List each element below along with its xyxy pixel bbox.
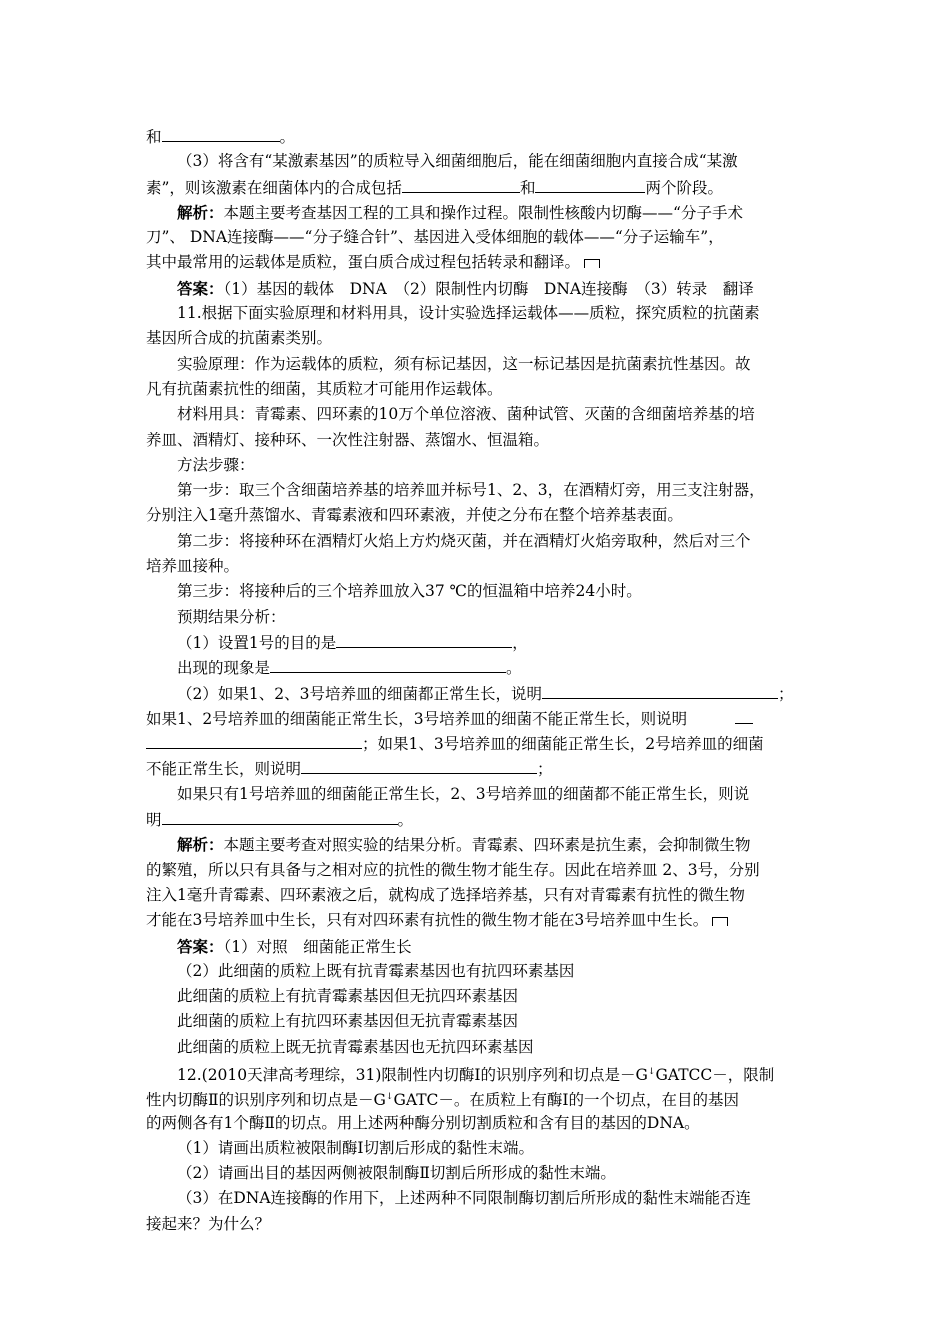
editor-mark: [584, 259, 600, 268]
text-line: 材料用具：青霉素、四环素的10万个单位溶液、菌种试管、灭菌的含细菌培养基的培: [177, 405, 755, 424]
text-line: 的繁殖，所以只有具备与之相对应的抗性的微生物才能生存。因此在培养皿 2、3号，分别: [146, 860, 760, 879]
text-line: 实验原理：作为运载体的质粒，须有标记基因，这一标记基因是抗菌素抗性基因。故: [177, 354, 751, 373]
text-line: 出现的现象是 。: [146, 655, 810, 680]
answer-blank: [542, 681, 778, 699]
text-line: 素”，则该激素在细菌体内的合成包括 和 两个阶段。: [146, 175, 810, 200]
answer-blank: [535, 175, 645, 193]
text-line: 此细菌的质粒上有抗四环素基因但无抗青霉素基因: [177, 1012, 519, 1031]
text-line: 第二步：将接种环在酒精灯火焰上方灼烧灭菌，并在酒精灯火焰旁取种，然后对三个: [177, 531, 751, 550]
cut-site-mark: ↓: [647, 1066, 656, 1077]
answer-blank: [735, 706, 753, 724]
text-line: （2）请画出目的基因两侧被限制酶Ⅱ切割后所形成的黏性末端。: [177, 1164, 616, 1183]
answer-blank: [336, 630, 512, 648]
document-page: [146, 118, 810, 1237]
text-line: 培养皿接种。: [146, 557, 240, 576]
text-line: （3）将含有“某激素基因”的质粒导入细菌细胞后，能在细菌细胞内直接合成“某激: [177, 152, 738, 171]
text-line: 性内切酶Ⅱ的识别序列和切点是－G↓GATC－。在质粒上有酶Ⅰ的一个切点，在目的基因: [146, 1091, 740, 1110]
text-line: ；如果1、3号培养皿的细菌能正常生长，2号培养皿的细菌: [146, 731, 810, 756]
text-line: 如果1、2号培养皿的细菌能正常生长，3号培养皿的细菌不能正常生长，则说明: [146, 706, 810, 731]
text-line: 此细菌的质粒上既无抗青霉素基因也无抗四环素基因: [177, 1037, 534, 1056]
text-line: 凡有抗菌素抗性的细菌，其质粒才可能用作运载体。: [146, 379, 503, 398]
answer-line: 答案：（1）基因的载体 DNA （2）限制性内切酶 DNA连接酶 （3）转录 翻译: [177, 278, 754, 298]
analysis-line: 解析：本题主要考查基因工程的工具和操作过程。限制性核酸内切酶——“分子手术: [177, 202, 743, 222]
text-line: 接起来？为什么？: [146, 1214, 271, 1233]
text-line: （2）如果1、2、3号培养皿的细菌都正常生长，说明 ；: [146, 681, 810, 706]
editor-mark: [712, 917, 728, 926]
text-line: 此细菌的质粒上有抗青霉素基因但无抗四环素基因: [177, 987, 519, 1006]
cut-site-mark: ↓: [385, 1092, 394, 1103]
answer-blank: [270, 655, 506, 673]
text-line: 如果只有1号培养皿的细菌能正常生长，2、3号培养皿的细菌都不能正常生长，则说: [177, 784, 750, 803]
text-line: 预期结果分析：: [177, 607, 286, 626]
answer-blank: [146, 731, 362, 749]
text-line: 养皿、酒精灯、接种环、一次性注射器、蒸馏水、恒温箱。: [146, 430, 550, 449]
answer-line: 答案：（1）对照 细菌能正常生长: [177, 936, 412, 956]
text-line: 明 。: [146, 807, 810, 832]
text-line: 和 。: [146, 124, 810, 149]
answer-blank: [402, 175, 520, 193]
question-line: 12.(2010天津高考理综，31)限制性内切酶Ⅰ的识别序列和切点是－G↓GATCC－，限制: [177, 1066, 775, 1085]
question-line: 11.根据下面实验原理和材料用具，设计实验选择运载体——质粒，探究质粒的抗菌素: [177, 304, 760, 323]
answer-blank: [162, 124, 280, 142]
text-line: 基因所合成的抗菌素类别。: [146, 329, 333, 348]
text-line: （2）此细菌的质粒上既有抗青霉素基因也有抗四环素基因: [177, 961, 575, 980]
analysis-line: 解析：本题主要考查对照实验的结果分析。青霉素、四环素是抗生素，会抑制微生物: [177, 835, 751, 855]
text-line: （1）请画出质粒被限制酶Ⅰ切割后形成的黏性末端。: [177, 1138, 534, 1157]
text-line: 第一步：取三个含细菌培养基的培养皿并标号1、2、3，在酒精灯旁，用三支注射器，: [177, 481, 765, 500]
answer-blank: [162, 807, 398, 825]
text-line: （1）设置1号的目的是 ，: [146, 630, 810, 655]
text-line: 刀”、 DNA连接酶——“分子缝合针”、基因进入受体细胞的载体——“分子运输车”，: [146, 228, 724, 247]
text-line: 其中最常用的运载体是质粒，蛋白质合成过程包括转录和翻译。: [146, 250, 810, 275]
text-line: （3）在DNA连接酶的作用下，上述两种不同限制酶切割后所形成的黏性末端能否连: [177, 1189, 752, 1208]
text-line: 不能正常生长，则说明 ；: [146, 756, 810, 781]
text-line: 分别注入1毫升蒸馏水、青霉素液和四环素液，并使之分布在整个培养基表面。: [146, 506, 683, 525]
text-line: 才能在3号培养皿中生长，只有对四环素有抗性的微生物才能在3号培养皿中生长。: [146, 908, 810, 933]
text-line: 第三步：将接种后的三个培养皿放入37 ℃的恒温箱中培养24小时。: [177, 582, 642, 601]
text-line: 的两侧各有1个酶Ⅱ的切点。用上述两种酶分别切割质粒和含有目的基因的DNA。: [146, 1113, 700, 1132]
answer-blank: [301, 756, 537, 774]
text-line: 注入1毫升青霉素、四环素液之后，就构成了选择培养基，只有对青霉素有抗性的微生物: [146, 885, 745, 904]
text-line: 方法步骤：: [177, 455, 255, 474]
